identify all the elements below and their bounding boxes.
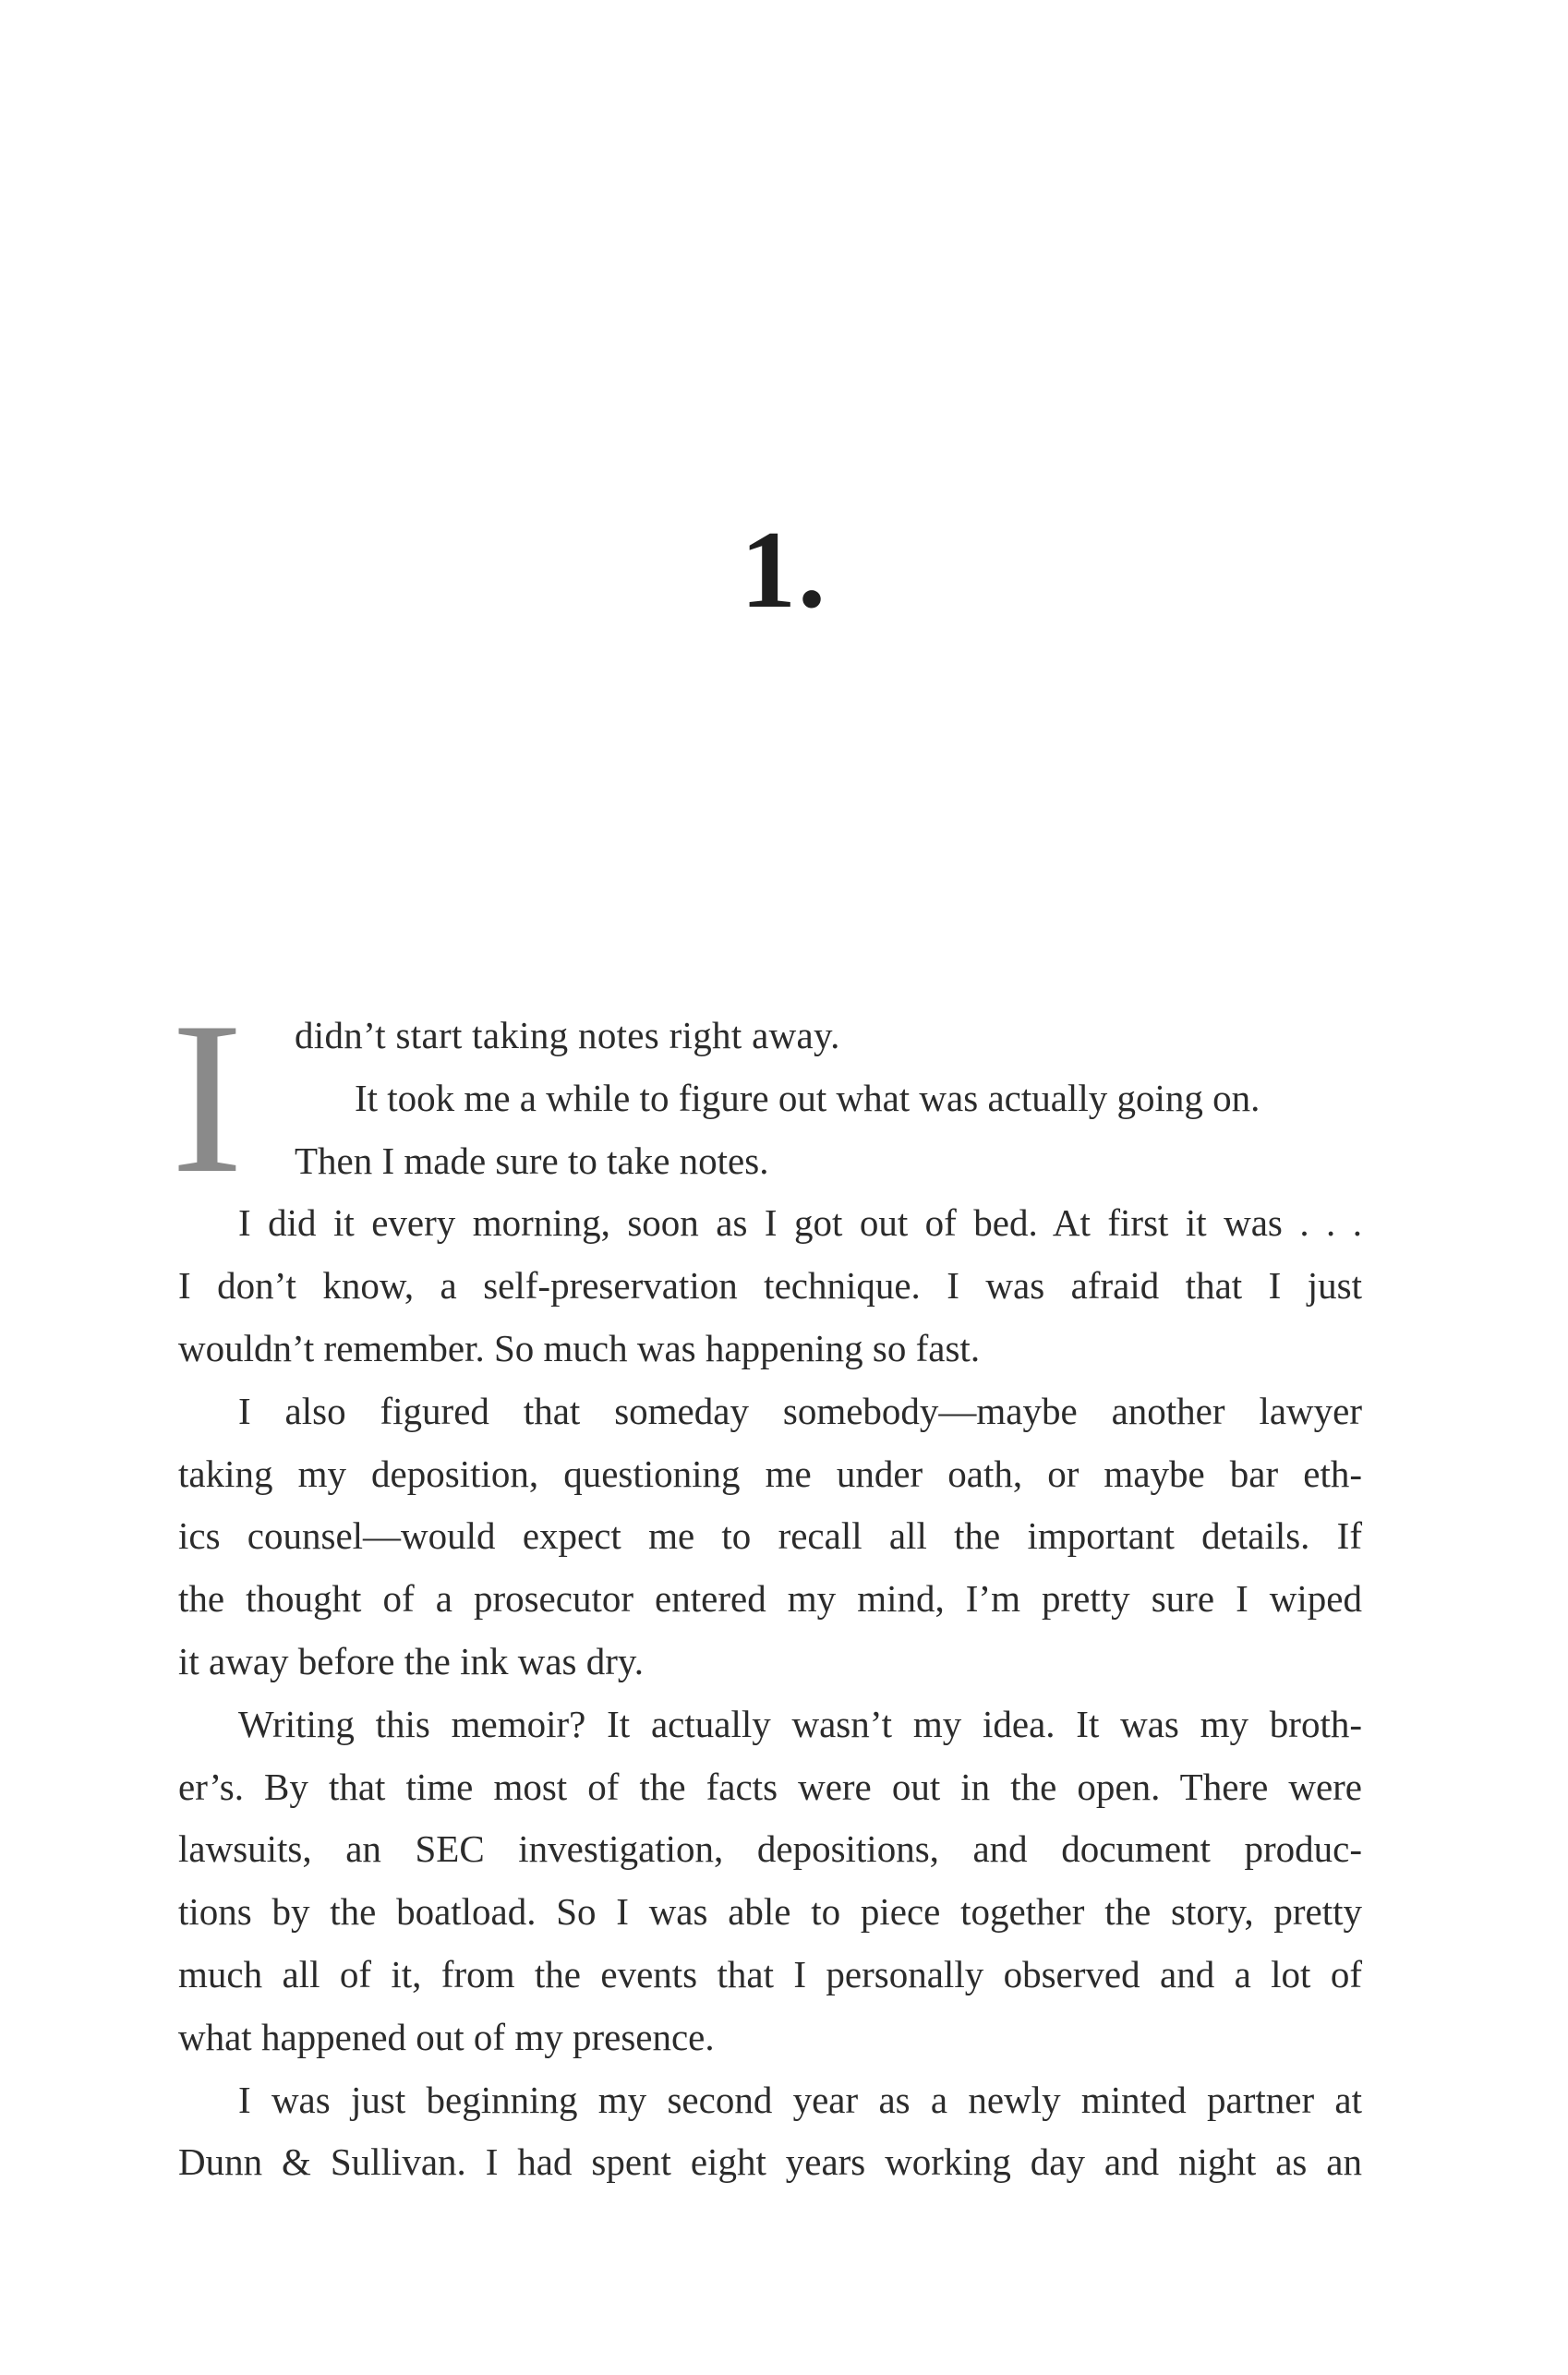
paragraph: [178, 1694, 1362, 2069]
opening-line: didn’t start taking notes right away.: [295, 1014, 840, 1056]
paragraph-line: I don’t know, a self-preservation technique. I was afraid that I just: [178, 1264, 1362, 1308]
opening-line: Then I made sure to take notes.: [295, 1139, 769, 1182]
paragraph: [178, 1192, 1362, 1380]
opening-paragraph: [171, 978, 1362, 1219]
paragraph-line: I did it every morning, soon as I got out of bed. At first it was . . .: [238, 1201, 1362, 1245]
paragraph: [178, 2069, 1362, 2195]
paragraph-line: Dunn & Sullivan. I had spent eight years working day and night as an: [178, 2140, 1362, 2184]
paragraph-line: er’s. By that time most of the facts were out in the open. There were: [178, 1765, 1362, 1808]
paragraph-line: what happened out of my presence.: [178, 2015, 715, 2058]
paragraph-line: tions by the boatload. So I was able to piece together the story, pretty: [178, 1890, 1362, 1934]
paragraph-line: Writing this memoir? It actually wasn’t my idea. It was my broth-: [238, 1702, 1362, 1745]
chapter-body: [171, 978, 1362, 2194]
paragraph-line: lawsuits, an SEC investigation, depositions, and document produc-: [178, 1827, 1362, 1871]
paragraph-line: I also figured that someday somebody—maybe another lawyer: [238, 1389, 1362, 1432]
paragraph-line: it away before the ink was dry.: [178, 1639, 644, 1682]
opening-line: It took me a while to figure out what was actually going on.: [355, 1076, 1260, 1119]
paragraph-line: the thought of a prosecutor entered my mind, I’m pretty sure I wiped: [178, 1577, 1362, 1621]
paragraph: [178, 1380, 1362, 1694]
paragraph-line: much all of it, from the events that I personally observed and a lot of: [178, 1952, 1362, 1995]
paragraph-line: I was just beginning my second year as a newly minted partner at: [238, 2078, 1362, 2121]
paragraph-line: ics counsel—would expect me to recall all the important details. If: [178, 1514, 1362, 1558]
chapter-number: 1.: [741, 508, 827, 631]
paragraph-line: wouldn’t remember. So much was happening so fast.: [178, 1326, 981, 1369]
paragraph-line: taking my deposition, questioning me under oath, or maybe bar eth-: [178, 1452, 1362, 1495]
drop-cap: I: [171, 978, 244, 1219]
